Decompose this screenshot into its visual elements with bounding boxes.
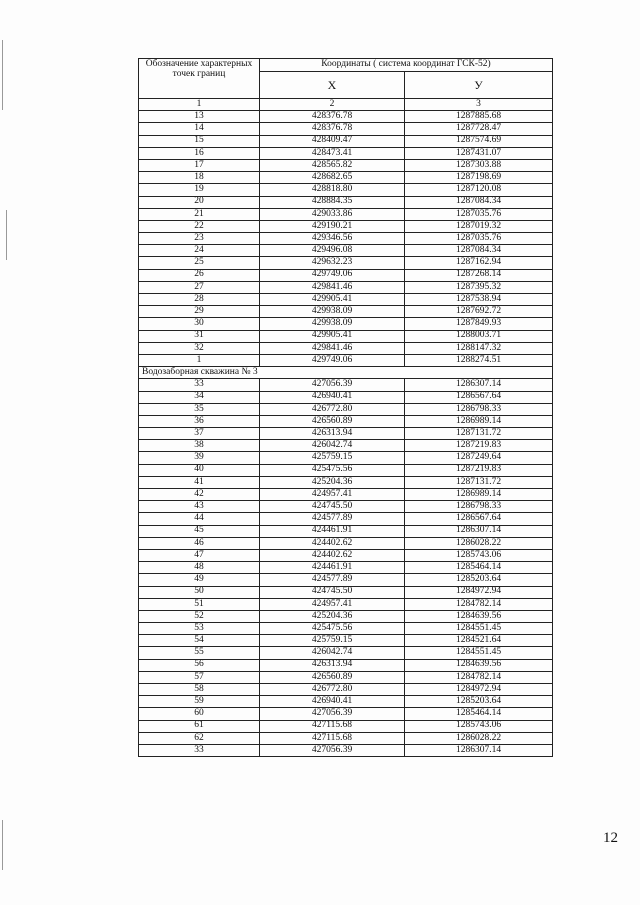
y-coordinate-cell: 1287162.94 xyxy=(405,257,553,269)
y-coordinate-cell: 1286567.64 xyxy=(405,391,553,403)
table-row xyxy=(139,147,553,159)
x-coordinate-cell: 425204.36 xyxy=(260,476,405,488)
y-coordinate-cell: 1286798.33 xyxy=(405,403,553,415)
table-row xyxy=(139,684,553,696)
x-coordinate-cell: 429841.46 xyxy=(260,342,405,354)
table-row xyxy=(139,135,553,147)
y-coordinate-cell: 1287574.69 xyxy=(405,135,553,147)
x-coordinate-cell: 428884.35 xyxy=(260,196,405,208)
table-row xyxy=(139,403,553,415)
table-row xyxy=(139,635,553,647)
y-coordinate-cell: 1284551.45 xyxy=(405,623,553,635)
x-coordinate-cell: 429938.09 xyxy=(260,318,405,330)
x-coordinate-cell: 426313.94 xyxy=(260,659,405,671)
table-row xyxy=(139,744,553,756)
x-coordinate-cell: 425475.56 xyxy=(260,464,405,476)
y-coordinate-cell: 1287120.08 xyxy=(405,184,553,196)
y-coordinate-cell: 1287885.68 xyxy=(405,111,553,123)
x-coordinate-cell: 428376.78 xyxy=(260,111,405,123)
x-coordinate-cell: 428682.65 xyxy=(260,172,405,184)
point-number-cell: 15 xyxy=(139,135,260,147)
point-number-cell: 41 xyxy=(139,476,260,488)
x-coordinate-cell: 424745.50 xyxy=(260,501,405,513)
y-coordinate-cell: 1287219.83 xyxy=(405,464,553,476)
x-coordinate-cell: 424402.62 xyxy=(260,549,405,561)
point-number-cell: 18 xyxy=(139,172,260,184)
y-coordinate-cell: 1284521.64 xyxy=(405,635,553,647)
section-label: Водозаборная скважина № 3 xyxy=(139,367,553,379)
x-coordinate-cell: 424461.91 xyxy=(260,525,405,537)
y-coordinate-cell: 1287431.07 xyxy=(405,147,553,159)
x-coordinate-cell: 424402.62 xyxy=(260,537,405,549)
y-coordinate-cell: 1285464.14 xyxy=(405,562,553,574)
point-number-cell: 35 xyxy=(139,403,260,415)
y-coordinate-cell: 1285203.64 xyxy=(405,574,553,586)
table-row xyxy=(139,184,553,196)
x-coordinate-cell: 427115.68 xyxy=(260,720,405,732)
table-row xyxy=(139,269,553,281)
table-row xyxy=(139,233,553,245)
table-row xyxy=(139,476,553,488)
table-row xyxy=(139,428,553,440)
y-coordinate-cell: 1284972.94 xyxy=(405,586,553,598)
point-number-cell: 50 xyxy=(139,586,260,598)
table-row xyxy=(139,452,553,464)
y-coordinate-cell: 1287268.14 xyxy=(405,269,553,281)
y-coordinate-cell: 1285464.14 xyxy=(405,708,553,720)
x-coordinate-cell: 426772.80 xyxy=(260,403,405,415)
point-number-cell: 55 xyxy=(139,647,260,659)
point-number-cell: 40 xyxy=(139,464,260,476)
x-coordinate-cell: 426560.89 xyxy=(260,671,405,683)
table-row xyxy=(139,537,553,549)
table-row xyxy=(139,379,553,391)
point-number-cell: 33 xyxy=(139,744,260,756)
point-number-cell: 45 xyxy=(139,525,260,537)
x-coordinate-cell: 426560.89 xyxy=(260,415,405,427)
y-coordinate-cell: 1287395.32 xyxy=(405,281,553,293)
y-coordinate-cell: 1286307.14 xyxy=(405,525,553,537)
point-number-cell: 1 xyxy=(139,354,260,366)
point-number-cell: 59 xyxy=(139,696,260,708)
y-coordinate-cell: 1284639.56 xyxy=(405,610,553,622)
y-coordinate-cell: 1287303.88 xyxy=(405,159,553,171)
point-number-cell: 49 xyxy=(139,574,260,586)
table-row xyxy=(139,440,553,452)
table-row xyxy=(139,586,553,598)
table-row xyxy=(139,281,553,293)
table-row xyxy=(139,489,553,501)
header-coordinates-title: Координаты ( система координат ГСК-52) xyxy=(260,59,553,72)
point-number-cell: 60 xyxy=(139,708,260,720)
table-row xyxy=(139,623,553,635)
x-coordinate-cell: 428409.47 xyxy=(260,135,405,147)
table-row xyxy=(139,342,553,354)
coordinates-table xyxy=(138,58,553,757)
scan-edge-mark xyxy=(2,820,3,870)
y-coordinate-cell: 1287084.34 xyxy=(405,245,553,257)
table-row xyxy=(139,330,553,342)
table-row xyxy=(139,257,553,269)
y-coordinate-cell: 1287249.64 xyxy=(405,452,553,464)
x-coordinate-cell: 427056.39 xyxy=(260,379,405,391)
point-number-cell: 30 xyxy=(139,318,260,330)
point-number-cell: 46 xyxy=(139,537,260,549)
x-coordinate-cell: 424745.50 xyxy=(260,586,405,598)
x-coordinate-cell: 428565.82 xyxy=(260,159,405,171)
table-row xyxy=(139,220,553,232)
y-coordinate-cell: 1286989.14 xyxy=(405,415,553,427)
x-coordinate-cell: 424957.41 xyxy=(260,489,405,501)
x-coordinate-cell: 425759.15 xyxy=(260,452,405,464)
y-coordinate-cell: 1287728.47 xyxy=(405,123,553,135)
y-coordinate-cell: 1287019.32 xyxy=(405,220,553,232)
x-coordinate-cell: 429749.06 xyxy=(260,354,405,366)
point-number-cell: 36 xyxy=(139,415,260,427)
point-number-cell: 21 xyxy=(139,208,260,220)
point-number-cell: 53 xyxy=(139,623,260,635)
table-row xyxy=(139,245,553,257)
table-row xyxy=(139,610,553,622)
y-coordinate-cell: 1287131.72 xyxy=(405,428,553,440)
y-coordinate-cell: 1285203.64 xyxy=(405,696,553,708)
x-coordinate-cell: 428473.41 xyxy=(260,147,405,159)
point-number-cell: 26 xyxy=(139,269,260,281)
page-number: 12 xyxy=(603,830,618,846)
point-number-cell: 17 xyxy=(139,159,260,171)
point-number-cell: 25 xyxy=(139,257,260,269)
table-row xyxy=(139,464,553,476)
y-coordinate-cell: 1284972.94 xyxy=(405,684,553,696)
y-coordinate-cell: 1286307.14 xyxy=(405,744,553,756)
y-coordinate-cell: 1286028.22 xyxy=(405,732,553,744)
table-row xyxy=(139,708,553,720)
y-coordinate-cell: 1286307.14 xyxy=(405,379,553,391)
x-coordinate-cell: 424461.91 xyxy=(260,562,405,574)
table-row xyxy=(139,208,553,220)
y-coordinate-cell: 1285743.06 xyxy=(405,549,553,561)
y-coordinate-cell: 1287084.34 xyxy=(405,196,553,208)
x-coordinate-cell: 429841.46 xyxy=(260,281,405,293)
y-coordinate-cell: 1287198.69 xyxy=(405,172,553,184)
table-row xyxy=(139,525,553,537)
x-coordinate-cell: 424577.89 xyxy=(260,574,405,586)
point-number-cell: 13 xyxy=(139,111,260,123)
table-row xyxy=(139,720,553,732)
table-row xyxy=(139,415,553,427)
point-number-cell: 44 xyxy=(139,513,260,525)
y-coordinate-cell: 1287849.93 xyxy=(405,318,553,330)
x-coordinate-cell: 427056.39 xyxy=(260,744,405,756)
y-coordinate-cell: 1288147.32 xyxy=(405,342,553,354)
table-row xyxy=(139,318,553,330)
y-coordinate-cell: 1288003.71 xyxy=(405,330,553,342)
point-number-cell: 42 xyxy=(139,489,260,501)
x-coordinate-cell: 427115.68 xyxy=(260,732,405,744)
table-row xyxy=(139,391,553,403)
y-coordinate-cell: 1286567.64 xyxy=(405,513,553,525)
x-coordinate-cell: 429346.56 xyxy=(260,233,405,245)
point-number-cell: 61 xyxy=(139,720,260,732)
y-coordinate-cell: 1287035.76 xyxy=(405,233,553,245)
point-number-cell: 38 xyxy=(139,440,260,452)
table-row xyxy=(139,574,553,586)
point-number-cell: 58 xyxy=(139,684,260,696)
point-number-cell: 28 xyxy=(139,294,260,306)
x-coordinate-cell: 426940.41 xyxy=(260,696,405,708)
x-coordinate-cell: 429190.21 xyxy=(260,220,405,232)
x-coordinate-cell: 429632.23 xyxy=(260,257,405,269)
point-number-cell: 31 xyxy=(139,330,260,342)
table-body-first xyxy=(139,111,553,367)
table-section xyxy=(139,367,553,379)
x-coordinate-cell: 426042.74 xyxy=(260,647,405,659)
point-number-cell: 34 xyxy=(139,391,260,403)
table-row xyxy=(139,196,553,208)
point-number-cell: 37 xyxy=(139,428,260,440)
point-number-cell: 32 xyxy=(139,342,260,354)
scan-edge-mark xyxy=(6,210,7,260)
point-number-cell: 52 xyxy=(139,610,260,622)
y-coordinate-cell: 1287692.72 xyxy=(405,306,553,318)
x-coordinate-cell: 426940.41 xyxy=(260,391,405,403)
table-row xyxy=(139,598,553,610)
table-row xyxy=(139,111,553,123)
table-row xyxy=(139,659,553,671)
point-number-cell: 56 xyxy=(139,659,260,671)
y-coordinate-cell: 1284782.14 xyxy=(405,598,553,610)
table-row xyxy=(139,647,553,659)
point-number-cell: 48 xyxy=(139,562,260,574)
x-coordinate-cell: 429905.41 xyxy=(260,330,405,342)
x-coordinate-cell: 428376.78 xyxy=(260,123,405,135)
table-row xyxy=(139,123,553,135)
table-row xyxy=(139,306,553,318)
y-coordinate-cell: 1287131.72 xyxy=(405,476,553,488)
point-number-cell: 47 xyxy=(139,549,260,561)
x-coordinate-cell: 426772.80 xyxy=(260,684,405,696)
x-coordinate-cell: 424957.41 xyxy=(260,598,405,610)
table-row xyxy=(139,172,553,184)
x-coordinate-cell: 425204.36 xyxy=(260,610,405,622)
x-coordinate-cell: 429905.41 xyxy=(260,294,405,306)
point-number-cell: 27 xyxy=(139,281,260,293)
x-coordinate-cell: 426042.74 xyxy=(260,440,405,452)
y-coordinate-cell: 1287538.94 xyxy=(405,294,553,306)
point-number-cell: 20 xyxy=(139,196,260,208)
y-coordinate-cell: 1285743.06 xyxy=(405,720,553,732)
column-number: 2 xyxy=(260,99,405,111)
y-coordinate-cell: 1284639.56 xyxy=(405,659,553,671)
point-number-cell: 19 xyxy=(139,184,260,196)
y-coordinate-cell: 1286798.33 xyxy=(405,501,553,513)
table-row xyxy=(139,501,553,513)
x-coordinate-cell: 425759.15 xyxy=(260,635,405,647)
x-coordinate-cell: 427056.39 xyxy=(260,708,405,720)
point-number-cell: 16 xyxy=(139,147,260,159)
point-number-cell: 22 xyxy=(139,220,260,232)
column-number: 1 xyxy=(139,99,260,111)
y-coordinate-cell: 1287035.76 xyxy=(405,208,553,220)
y-coordinate-cell: 1286028.22 xyxy=(405,537,553,549)
table-row xyxy=(139,696,553,708)
x-coordinate-cell: 429496.08 xyxy=(260,245,405,257)
x-coordinate-cell: 429033.86 xyxy=(260,208,405,220)
point-number-cell: 62 xyxy=(139,732,260,744)
scan-edge-mark xyxy=(2,40,3,110)
table-row xyxy=(139,294,553,306)
x-coordinate-cell: 426313.94 xyxy=(260,428,405,440)
table-row xyxy=(139,671,553,683)
x-coordinate-cell: 428818.80 xyxy=(260,184,405,196)
point-number-cell: 54 xyxy=(139,635,260,647)
y-coordinate-cell: 1284782.14 xyxy=(405,671,553,683)
table-body-second xyxy=(139,379,553,757)
table-row xyxy=(139,354,553,366)
y-coordinate-cell: 1284551.45 xyxy=(405,647,553,659)
table-row xyxy=(139,513,553,525)
header-designation: Обозначение характерных точек границ xyxy=(139,59,260,99)
y-coordinate-cell: 1286989.14 xyxy=(405,489,553,501)
point-number-cell: 24 xyxy=(139,245,260,257)
table-row xyxy=(139,159,553,171)
table-row xyxy=(139,549,553,561)
point-number-cell: 57 xyxy=(139,671,260,683)
column-number: 3 xyxy=(405,99,553,111)
y-coordinate-cell: 1288274.51 xyxy=(405,354,553,366)
x-coordinate-cell: 425475.56 xyxy=(260,623,405,635)
x-coordinate-cell: 424577.89 xyxy=(260,513,405,525)
header-y: У xyxy=(405,72,553,99)
point-number-cell: 23 xyxy=(139,233,260,245)
x-coordinate-cell: 429938.09 xyxy=(260,306,405,318)
point-number-cell: 39 xyxy=(139,452,260,464)
table-row xyxy=(139,562,553,574)
table-row xyxy=(139,732,553,744)
header-x: X xyxy=(260,72,405,99)
point-number-cell: 51 xyxy=(139,598,260,610)
y-coordinate-cell: 1287219.83 xyxy=(405,440,553,452)
point-number-cell: 29 xyxy=(139,306,260,318)
point-number-cell: 43 xyxy=(139,501,260,513)
x-coordinate-cell: 429749.06 xyxy=(260,269,405,281)
point-number-cell: 14 xyxy=(139,123,260,135)
point-number-cell: 33 xyxy=(139,379,260,391)
